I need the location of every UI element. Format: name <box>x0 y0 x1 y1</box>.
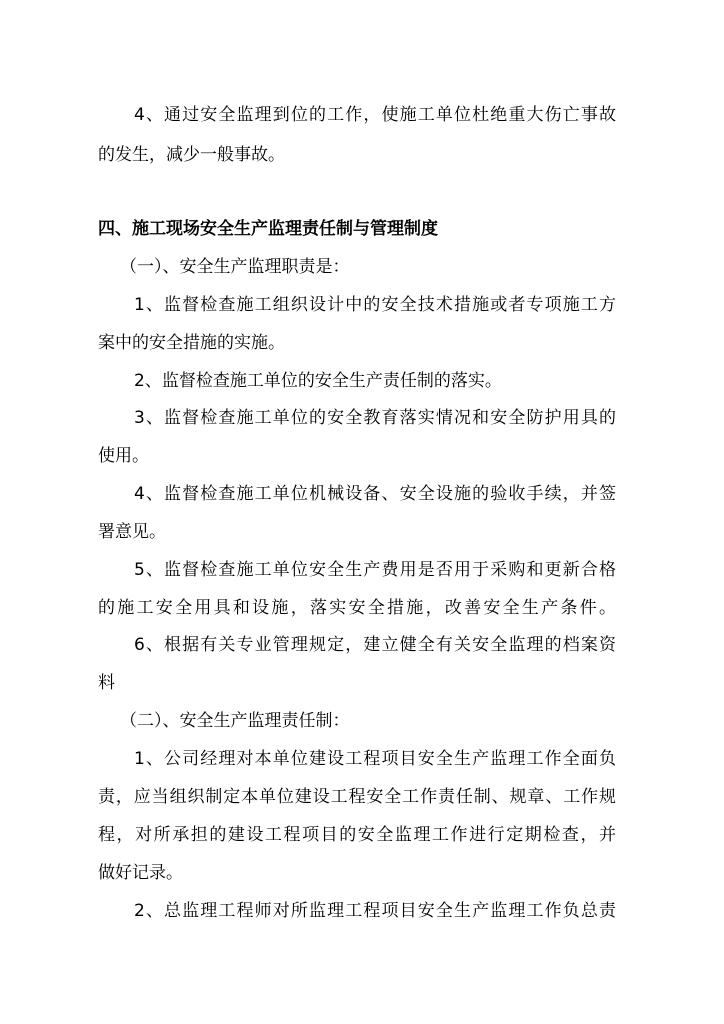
paragraph-line: 4、通过安全监理到位的工作，使施工单位杜绝重大伤亡事故 <box>134 105 616 125</box>
section-heading: 四、施工现场安全生产监理责任制与管理制度 <box>98 219 438 239</box>
paragraph-line: 的施工安全用具和设施，落实安全措施，改善安全生产条件。 <box>98 598 616 618</box>
paragraph-line: 1、监督检查施工组织设计中的安全技术措施或者专项施工方 <box>134 295 616 315</box>
paragraph-line: 的发生，减少一般事故。 <box>98 145 285 165</box>
paragraph-line: 程，对所承担的建设工程项目的安全监理工作进行定期检查，并 <box>98 825 616 845</box>
subsection-heading: （二）、安全生产监理责任制： <box>120 711 350 731</box>
paragraph-line: 6、根据有关专业管理规定，建立健全有关安全监理的档案资 <box>134 635 616 655</box>
paragraph-line: 署意见。 <box>98 522 166 542</box>
paragraph-line: 2、监督检查施工单位的安全生产责任制的落实。 <box>134 371 502 391</box>
paragraph-line: 2、总监理工程师对所监理工程项目安全生产监理工作负总责 <box>134 901 616 921</box>
paragraph-line: 责，应当组织制定本单位建设工程安全工作责任制、规章、工作规 <box>98 787 616 807</box>
paragraph-line: 1、公司经理对本单位建设工程项目安全生产监理工作全面负 <box>134 749 616 769</box>
paragraph-line: 料 <box>98 673 115 693</box>
paragraph-line: 案中的安全措施的实施。 <box>98 333 285 353</box>
paragraph-line: 使用。 <box>98 446 149 466</box>
paragraph-line: 做好记录。 <box>98 863 183 883</box>
document-page <box>98 0 618 1024</box>
paragraph-line: 5、监督检查施工单位安全生产费用是否用于采购和更新合格 <box>134 560 616 580</box>
paragraph-line: 4、监督检查施工单位机械设备、安全设施的验收手续，并签 <box>134 484 616 504</box>
paragraph-line: 3、监督检查施工单位的安全教育落实情况和安全防护用具的 <box>134 408 616 428</box>
subsection-heading: （一）、安全生产监理职责是： <box>120 257 350 277</box>
